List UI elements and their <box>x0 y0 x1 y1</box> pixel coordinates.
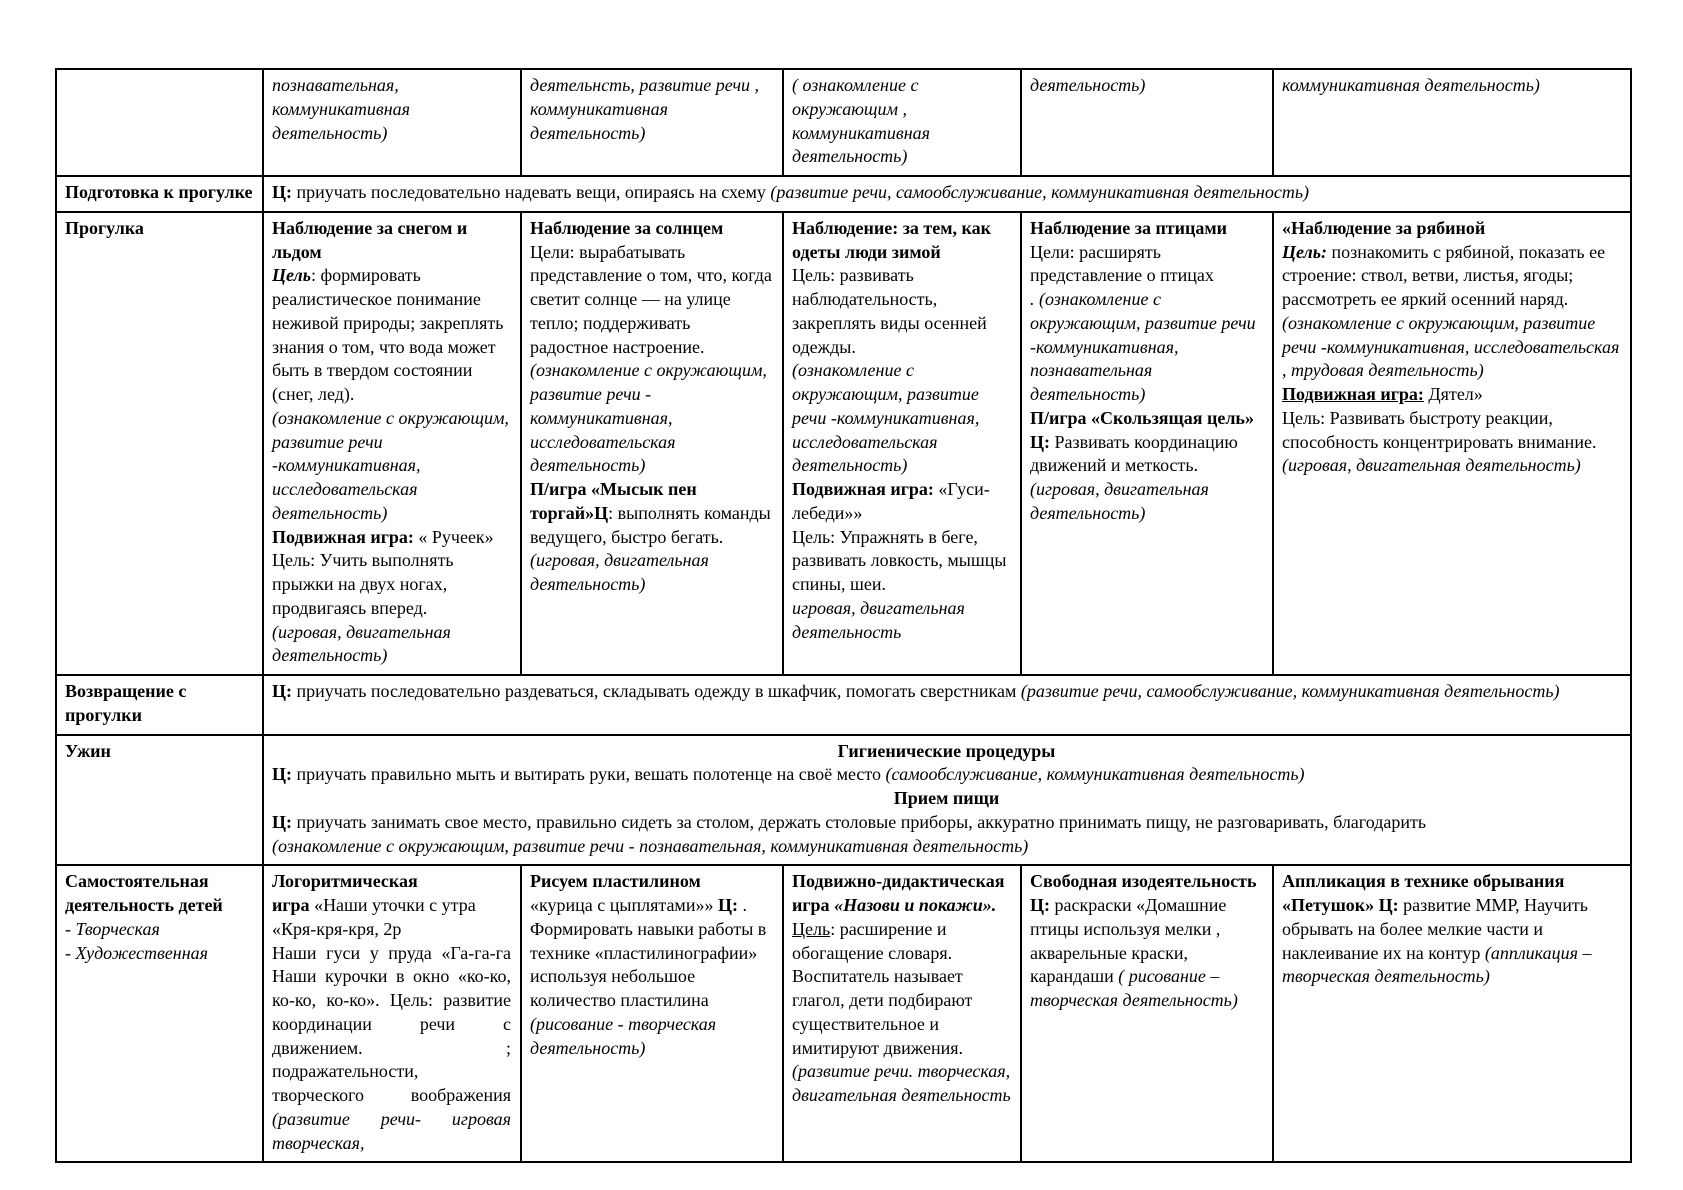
text-run: Ц: <box>1030 895 1050 915</box>
cell-walk-observation-rowan <box>1273 212 1631 675</box>
paragraph <box>1282 407 1621 455</box>
text-run: раскраски «Домашние птицы используя мелки , акварельные краски, карандаши <box>1030 895 1227 987</box>
text-run: (ознакомление с окружающим, развитие речи -коммуникативная, исследовательская деятельность) <box>792 360 980 476</box>
text-run: (игровая, двигательная деятельность) <box>530 550 709 594</box>
paragraph <box>1282 312 1621 383</box>
cell-continuation-4 <box>1021 69 1273 176</box>
paragraph <box>530 217 773 241</box>
text-run: приучать правильно мыть и вытирать руки, вешать полотенце на своё место <box>292 764 886 785</box>
paragraph <box>792 359 1011 478</box>
paragraph <box>1030 217 1263 241</box>
text-run: П/игра «Мысык пен торгай»Ц <box>530 479 697 523</box>
cell-preparation-walk-goal <box>263 176 1631 212</box>
daily-schedule-table <box>55 68 1632 1163</box>
text-run: Наши гуси у пруда «Га-га-га Наши курочки в окно «ко-ко, ко-ко, ко-ко». Цель: развитие координации речи с движением. ; подражательности, творческого воображения <box>272 942 511 1105</box>
text-run: (игровая, двигательная деятельность) <box>1030 479 1209 523</box>
paragraph <box>1282 217 1621 241</box>
paragraph <box>792 526 1011 597</box>
row-dinner <box>56 735 1631 866</box>
text-run: (ознакомление с окружающим, развитие речи -коммуникативная, исследовательская деятельность) <box>272 407 509 523</box>
text-run: ( рисование – творческая деятельность) <box>1030 966 1238 1010</box>
cell-dinner-procedures <box>263 735 1631 866</box>
text-run: Самостоятельная деятельность детей <box>65 871 223 915</box>
row-return-walk <box>56 675 1631 735</box>
text-run: коммуникативная деятельность) <box>1282 75 1540 95</box>
paragraph <box>530 241 773 360</box>
text-run: ( ознакомление с окружающим , коммуникативная деятельность) <box>792 75 931 167</box>
text-run: Свободная изодеятельность <box>1030 871 1257 892</box>
text-run: «курица с цыплятами»» <box>530 895 718 915</box>
text-run: Подвижная игра: <box>792 479 934 499</box>
paragraph <box>1282 383 1621 407</box>
text-run: Ц: <box>272 182 292 202</box>
paragraph <box>1030 241 1263 289</box>
row-continuation-label <box>56 69 263 176</box>
paragraph <box>65 870 253 918</box>
paragraph <box>272 217 511 265</box>
text-run: Наблюдение за птицами <box>1030 217 1228 238</box>
text-run: развитие ММР, Научить обрывать на более мелкие части и наклеивание их на контур <box>1282 895 1588 963</box>
text-run: : расширение и обогащение словаря. Воспитатель называет глагол, дети подбирают существительное и имитируют движения. <box>792 918 973 1058</box>
text-run: Возвращение с прогулки <box>65 681 187 725</box>
text-run: Прогулка <box>65 217 144 238</box>
paragraph <box>272 811 1621 835</box>
text-run: (ознакомление с окружающим, развитие речи -коммуникативная, исследовательская , трудовая деятельность) <box>1282 312 1620 381</box>
paragraph <box>65 181 253 205</box>
paragraph <box>1282 241 1621 312</box>
row-continuation <box>56 69 1631 176</box>
text-run: (развитие речи- игровая творческая, <box>272 1108 511 1153</box>
text-run: П/игра «Скользящая цель» <box>1030 407 1254 428</box>
text-run: Цель: Упражнять в беге, развивать ловкость, мышцы спины, шеи. <box>792 526 1007 594</box>
cell-walk-observation-snow-ice <box>263 212 521 675</box>
text-run: . Формировать навыки работы в технике «пластилинографии» используя небольшое количество пластилина <box>530 895 767 1010</box>
paragraph <box>530 870 773 894</box>
text-run: Подвижная игра: <box>1282 384 1424 404</box>
cell-walk-observation-birds <box>1021 212 1273 675</box>
text-run: (самообслуживание, коммуникативная деятельность) <box>885 764 1305 785</box>
paragraph <box>1282 454 1621 478</box>
cell-independent-logorhythmic-game <box>263 865 521 1162</box>
paragraph <box>530 894 773 1060</box>
text-run: «Наблюдение за рябиной <box>1282 217 1486 238</box>
text-run: деятельнсть, развитие речи , коммуникативная деятельность) <box>530 75 760 143</box>
paragraph <box>272 942 511 1156</box>
text-run: Ц: <box>1030 431 1050 452</box>
cell-independent-applique <box>1273 865 1631 1162</box>
paragraph <box>1030 407 1263 431</box>
row-walk-label <box>56 212 263 675</box>
row-preparation-walk <box>56 176 1631 212</box>
text-run: игровая, двигательная деятельность <box>792 597 965 642</box>
text-run: Рисуем пластилином <box>530 871 701 892</box>
paragraph <box>530 74 773 145</box>
text-run: Цели: вырабатывать представление о том, что, когда светит солнце — на улице тепло; поддерживать радостное настроение. <box>530 241 772 357</box>
paragraph <box>792 478 1011 526</box>
paragraph <box>1282 870 1621 989</box>
text-run: (ознакомление с окружающим, развитие речи - коммуникативная, исследовательская деятельность) <box>530 360 767 476</box>
text-run: Аппликация в технике обрывания «Петушок» Ц: <box>1282 871 1565 915</box>
text-run: «Кря-кря-кря, 2р <box>272 918 402 939</box>
text-run: Ц: <box>272 681 292 701</box>
text-run: (развитие речи, самообслуживание, коммуникативная деятельность) <box>770 182 1310 202</box>
text-run: Развивать координацию движений и меткость. <box>1030 431 1238 476</box>
cell-independent-plasticine-drawing <box>521 865 783 1162</box>
text-run: Наблюдение за солнцем <box>530 217 724 238</box>
text-run: Ц: <box>272 764 292 785</box>
row-return-walk-label <box>56 675 263 735</box>
row-independent-activity <box>56 865 1631 1162</box>
cell-return-walk-goal <box>263 675 1631 735</box>
text-run: « Ручеек» <box>413 526 494 547</box>
cell-walk-observation-winter-clothes <box>783 212 1021 675</box>
text-run: Цель <box>272 265 312 286</box>
paragraph <box>65 217 253 241</box>
cell-continuation-1 <box>263 69 521 176</box>
text-run: Ц: <box>272 811 292 832</box>
cell-continuation-5 <box>1273 69 1631 176</box>
paragraph <box>1282 74 1621 98</box>
text-run: Подготовка к прогулке <box>65 182 253 202</box>
text-run: Ц: <box>717 895 738 915</box>
paragraph <box>272 621 511 669</box>
paragraph <box>792 74 1011 169</box>
row-preparation-walk-label <box>56 176 263 212</box>
paragraph <box>1030 74 1263 98</box>
text-run: приучать последовательно раздеваться, складывать одежду в шкафчик, помогать сверстникам <box>292 681 1021 701</box>
paragraph <box>272 894 511 918</box>
cell-continuation-2 <box>521 69 783 176</box>
text-run: деятельность) <box>1030 75 1146 95</box>
text-run: «Наши уточки с утра <box>314 895 476 915</box>
text-run: Ужин <box>65 740 111 761</box>
paragraph <box>272 181 1621 205</box>
text-run: Цель: Учить выполнять прыжки на двух ногах, продвигаясь вперед. <box>272 550 454 618</box>
text-run: (аппликация – творческая деятельность) <box>1282 942 1592 987</box>
text-run: Наблюдение за снегом и льдом <box>272 217 468 262</box>
text-run: игра <box>272 895 315 915</box>
cell-walk-observation-sun <box>521 212 783 675</box>
row-dinner-label <box>56 735 263 866</box>
paragraph <box>530 359 773 478</box>
text-run: - Художественная <box>65 942 208 963</box>
paragraph <box>1030 894 1263 1013</box>
text-run: Цель: развивать наблюдательность, закреплять виды осенней одежды. <box>792 265 987 357</box>
paragraph <box>792 870 1011 894</box>
text-run: приучать занимать свое место, правильно сидеть за столом, держать столовые приборы, аккуратно принимать пищу, не разговаривать, благодарить <box>292 811 1427 832</box>
paragraph <box>272 407 511 526</box>
text-run: Цели: расширять представление о птицах <box>1030 241 1214 286</box>
paragraph <box>65 680 253 728</box>
text-run: познавательная, коммуникативная деятельность) <box>272 75 411 143</box>
row-walk <box>56 212 1631 675</box>
paragraph <box>792 918 1011 1061</box>
text-run: «Гуси-лебеди»» <box>792 479 990 523</box>
text-run: (рисование - творческая деятельность) <box>530 1013 717 1058</box>
text-run: : формировать реалистическое понимание неживой природы; закреплять знания о том, что вода может быть в твердом состоянии (снег, лед). <box>272 265 504 404</box>
cell-independent-free-art <box>1021 865 1273 1162</box>
text-run: познакомить с рябиной, показать ее строение: ствол, ветви, листья, ягоды; рассмотреть ее яркий осенний наряд. <box>1282 241 1606 309</box>
paragraph <box>1030 288 1263 407</box>
text-run: «Назови и покажи». <box>834 895 997 915</box>
text-run: Цель: Развивать быстроту реакции, способность концентрировать внимание. <box>1282 407 1597 452</box>
text-run: Цель: <box>1282 241 1327 262</box>
text-run: Цель <box>792 918 831 939</box>
paragraph <box>272 918 511 942</box>
paragraph <box>272 740 1621 764</box>
paragraph <box>272 74 511 145</box>
paragraph <box>272 787 1621 811</box>
cell-independent-didactic-game <box>783 865 1021 1162</box>
text-run: Гигиенические процедуры <box>837 740 1056 761</box>
text-run: игра <box>792 895 835 915</box>
text-run: (игровая, двигательная деятельность) <box>1282 455 1581 476</box>
text-run: приучать последовательно надевать вещи, опираясь на схему <box>292 182 771 202</box>
paragraph <box>65 942 253 966</box>
paragraph <box>530 478 773 597</box>
paragraph <box>65 740 253 764</box>
paragraph <box>792 597 1011 645</box>
paragraph <box>792 894 1011 918</box>
paragraph <box>272 870 511 894</box>
cell-continuation-3 <box>783 69 1021 176</box>
paragraph <box>272 835 1621 859</box>
row-independent-activity-label <box>56 865 263 1162</box>
paragraph <box>1030 870 1263 894</box>
text-run: (развитие речи. творческая, двигательная деятельность <box>792 1061 1011 1105</box>
paragraph <box>272 549 511 620</box>
text-run: (развитие речи, самообслуживание, коммуникативная деятельность) <box>1020 681 1560 701</box>
text-run: Прием пищи <box>893 788 1000 808</box>
paragraph <box>1030 478 1263 526</box>
text-run: Дятел» <box>1423 384 1483 404</box>
text-run: Наблюдение: за тем, как одеты люди зимой <box>792 217 991 262</box>
paragraph <box>65 918 253 942</box>
text-run: . (ознакомление с окружающим, развитие речи -коммуникативная, познавательная деятельность) <box>1030 289 1256 404</box>
paragraph <box>792 264 1011 359</box>
text-run: Подвижная игра: <box>272 526 414 547</box>
paragraph <box>272 526 511 550</box>
paragraph <box>272 763 1621 787</box>
paragraph <box>792 217 1011 265</box>
text-run: : выполнять команды ведущего, быстро бегать. <box>530 502 771 547</box>
paragraph <box>272 680 1621 704</box>
paragraph <box>272 264 511 407</box>
paragraph <box>792 1060 1011 1108</box>
text-run: (ознакомление с окружающим, развитие речи - познавательная, коммуникативная деятельность) <box>272 835 1029 856</box>
paragraph <box>1030 431 1263 479</box>
text-run: - Творческая <box>65 918 160 939</box>
text-run: Логоритмическая <box>272 871 418 892</box>
text-run: Подвижно-дидактическая <box>792 871 1005 892</box>
text-run: (игровая, двигательная деятельность) <box>272 621 451 666</box>
